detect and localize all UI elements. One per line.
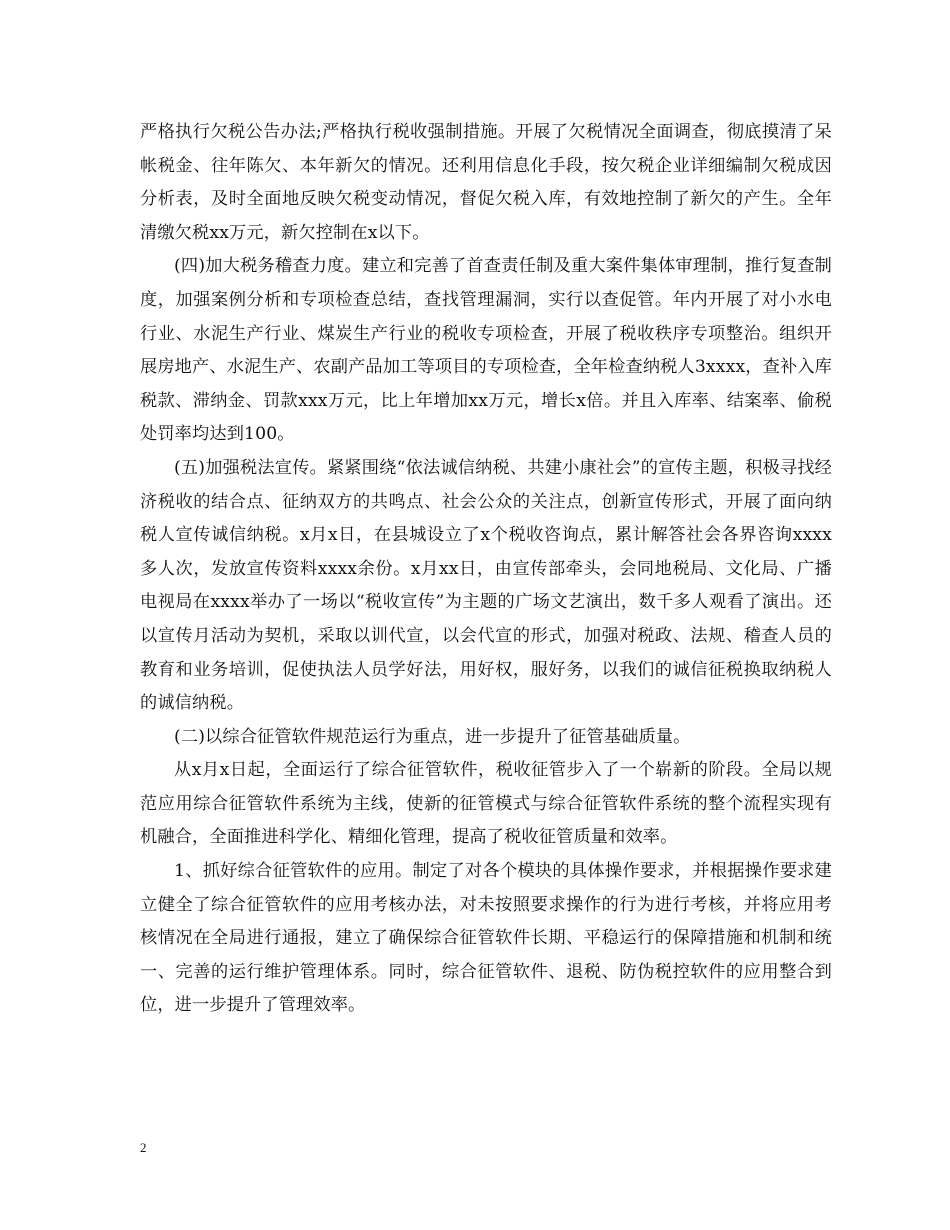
paragraph-software-application: 1、抓好综合征管软件的应用。制定了对各个模块的具体操作要求，并根据操作要求建立健全了综合征管软件的应用考核办法，对未按照要求操作的行为进行考核，并将应用考核情况在全局进行通报，建立了确保综合征管软件长期、平稳运行的保障措施和机制和统一、完善的运行维护管理体系。同时，综合征管软件、退税、防伪税控软件的应用整合到位，进一步提升了管理效率。 — [140, 861, 832, 1016]
paragraph-overdue-tax: 严格执行欠税公告办法;严格执行税收强制措施。开展了欠税情况全面调查，彻底摸清了呆帐税金、往年陈欠、本年新欠的情况。还利用信息化手段，按欠税企业详细编制欠税成因分析表，及时全面地反映欠税变动情况，督促欠税入库，有效地控制了新欠的产生。全年清缴欠税xx万元，新欠控制在x以下。 — [140, 122, 832, 243]
paragraph-tax-inspection: (四)加大税务稽查力度。建立和完善了首查责任制及重大案件集体审理制，推行复查制度，加强案例分析和专项检查总结，查找管理漏洞，实行以查促管。年内开展了对小水电行业、水泥生产行业、煤炭生产行业的税收专项检查，开展了税收秩序专项整治。组织开展房地产、水泥生产、农副产品加工等项目的专项检查，全年检查纳税人3xxxx，查补入库税款、滞纳金、罚款xxx万元，比上年增加xx万元，增长x倍。并且入库率、结案率、偷税处罚率均达到100。 — [140, 256, 832, 445]
paragraph-software-rollout: 从x月x日起，全面运行了综合征管软件，税收征管步入了一个崭新的阶段。全局以规范应用综合征管软件系统为主线，使新的征管模式与综合征管软件系统的整个流程实现有机融合，全面推进科学化、精细化管理，提高了税收征管质量和效率。 — [140, 760, 832, 848]
document-body — [140, 116, 832, 1023]
paragraph-tax-law-publicity: (五)加强税法宣传。紧紧围绕“依法诚信纳税、共建小康社会”的宣传主题，积极寻找经济税收的结合点、征纳双方的共鸣点、社会公众的关注点，创新宣传形式，开展了面向纳税人宣传诚信纳税。x月x日，在县城设立了x个税收咨询点，累计解答社会各界咨询xxxx多人次，发放宣传资料xxxx余份。x月xx日，由宣传部牵头，会同地税局、文化局、广播电视局在xxxx举办了一场以“税收宣传”为主题的广场文艺演出，数千多人观看了演出。还以宣传月活动为契机，采取以训代宣，以会代宣的形式，加强对税政、法规、稽查人员的教育和业务培训，促使执法人员学好法，用好权，服好务，以我们的诚信征税换取纳税人的诚信纳税。 — [140, 457, 832, 714]
page-number: 2 — [140, 1140, 147, 1155]
section-heading-collection-software: (二)以综合征管软件规范运行为重点，进一步提升了征管基础质量。 — [174, 726, 691, 747]
